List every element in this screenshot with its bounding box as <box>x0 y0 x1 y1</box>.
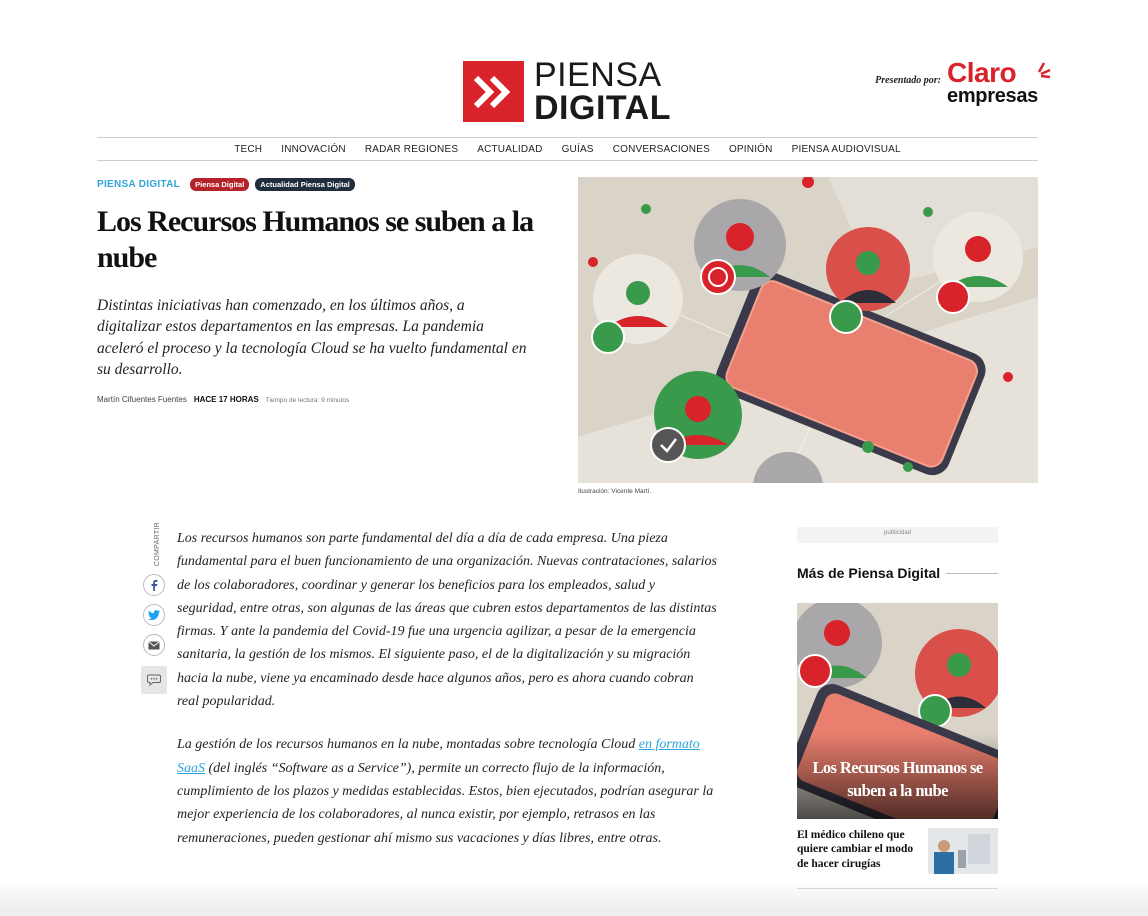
section-link[interactable]: PIENSA DIGITAL <box>97 179 181 190</box>
nav-item-opinion[interactable]: OPINIÓN <box>728 143 773 155</box>
claro-logo <box>947 57 1038 107</box>
paragraph-text: La gestión de los recursos humanos en la nube, montadas sobre tecnología Cloud <box>177 737 639 753</box>
breadcrumb <box>97 178 355 191</box>
mail-icon[interactable] <box>143 634 165 656</box>
claro-rays-icon <box>1036 60 1052 80</box>
claro-name: Claro <box>947 57 1017 88</box>
image-caption: Ilustración: Vicente Martí. <box>578 488 652 495</box>
article-subtitle: Distintas iniciativas han comenzado, en los últimos años, a digitalizar estos departamentos en las empresas. La pandemia aceleró el proceso y la tecnología Cloud se ha vuelto fundamental en su desarrollo. <box>97 297 527 379</box>
claro-sub: empresas <box>947 84 1038 107</box>
bottom-fade <box>0 880 1148 916</box>
nav-item-conversaciones[interactable]: CONVERSACIONES <box>612 143 710 155</box>
logo-text-digital: DIGITAL <box>534 89 671 127</box>
paragraph-text: (del inglés “Software as a Service”), permite un correcto flujo de la información, cumplimiento de los plazos y medidas establecidas. Estos, bien ejecutados, podrían asegurar la mejor experiencia de los colaboradores, al nunca existir, por ejemplo, retrasos en las remuneraciones, pueden gestionar ahí mismo sus vacaciones y días libres, entre otras. <box>177 760 714 846</box>
saas-link[interactable]: en formato SaaS <box>177 737 700 776</box>
sidebar-heading-text: Más de Piensa Digital <box>797 565 941 581</box>
share-rail <box>141 522 167 702</box>
twitter-icon[interactable] <box>143 604 165 626</box>
hero-illustration <box>578 177 1038 483</box>
tag-piensa-digital[interactable]: Piensa Digital <box>190 178 249 191</box>
logo-text-piensa: PIENSA <box>534 56 662 94</box>
nav-item-guias[interactable]: GUÍAS <box>561 143 594 155</box>
nav-item-actualidad[interactable]: ACTUALIDAD <box>477 143 543 155</box>
sponsor-block[interactable] <box>875 57 1038 107</box>
comment-icon[interactable] <box>141 666 167 694</box>
share-label: COMPARTIR <box>153 522 161 567</box>
tag-actualidad[interactable]: Actualidad Piensa Digital <box>255 178 355 191</box>
facebook-icon[interactable] <box>143 574 165 596</box>
article-paragraph-2 <box>177 733 717 849</box>
article-body <box>177 527 717 870</box>
logo-chevron-icon <box>463 61 524 122</box>
sidebar-item-title[interactable]: El médico chileno que quiere cambiar el modo de hacer cirugías <box>797 829 914 870</box>
featured-card[interactable] <box>797 603 998 819</box>
nav-item-tech[interactable]: TECH <box>234 143 263 155</box>
author-name[interactable]: Martín Cifuentes Fuentes <box>97 395 187 404</box>
reading-time: Tiempo de lectura: 9 minutos <box>265 397 350 404</box>
divider <box>946 573 998 574</box>
nav-item-piensa-audiovisual[interactable]: PIENSA AUDIOVISUAL <box>791 143 901 155</box>
article-title: Los Recursos Humanos se suben a la nube <box>97 205 534 274</box>
featured-card-title[interactable]: Los Recursos Humanos se suben a la nube <box>812 758 983 800</box>
nav-item-radar-regiones[interactable]: RADAR REGIONES <box>364 143 459 155</box>
sidebar-heading <box>797 565 998 581</box>
sidebar-list-item[interactable] <box>797 828 998 874</box>
nav-item-innovacion[interactable]: INNOVACIÓN <box>281 143 346 155</box>
article-paragraph-1: Los recursos humanos son parte fundamental del día a día de cada empresa. Una pieza fundamental para el buen funcionamiento de una organización. Nuevas contrataciones, salarios de los colaboradores, coordinar y generar los beneficios para los empleados, salud y seguridad, entre otras, son algunas de las áreas que cubren estos departamentos de las distintas firmas. Y ante la pandemia del Covid-19 fue una urgencia agilizar, a pesar de la emergencia sanitaria, la gestión de los mismos. El siguiente paso, el de la digitalización y su migración hacia la nube, viene ya encaminado desde hace algunos años, pero es ahora cuando cobran real popularidad. <box>177 531 717 710</box>
site-logo[interactable] <box>463 58 671 125</box>
byline <box>97 395 349 404</box>
sidebar-item-thumbnail[interactable] <box>928 828 998 874</box>
sponsor-label: Presentado por: <box>875 74 941 86</box>
publish-time: HACE 17 HORAS <box>193 395 259 404</box>
main-nav <box>97 137 1038 161</box>
ad-label: publicidad <box>797 527 998 543</box>
